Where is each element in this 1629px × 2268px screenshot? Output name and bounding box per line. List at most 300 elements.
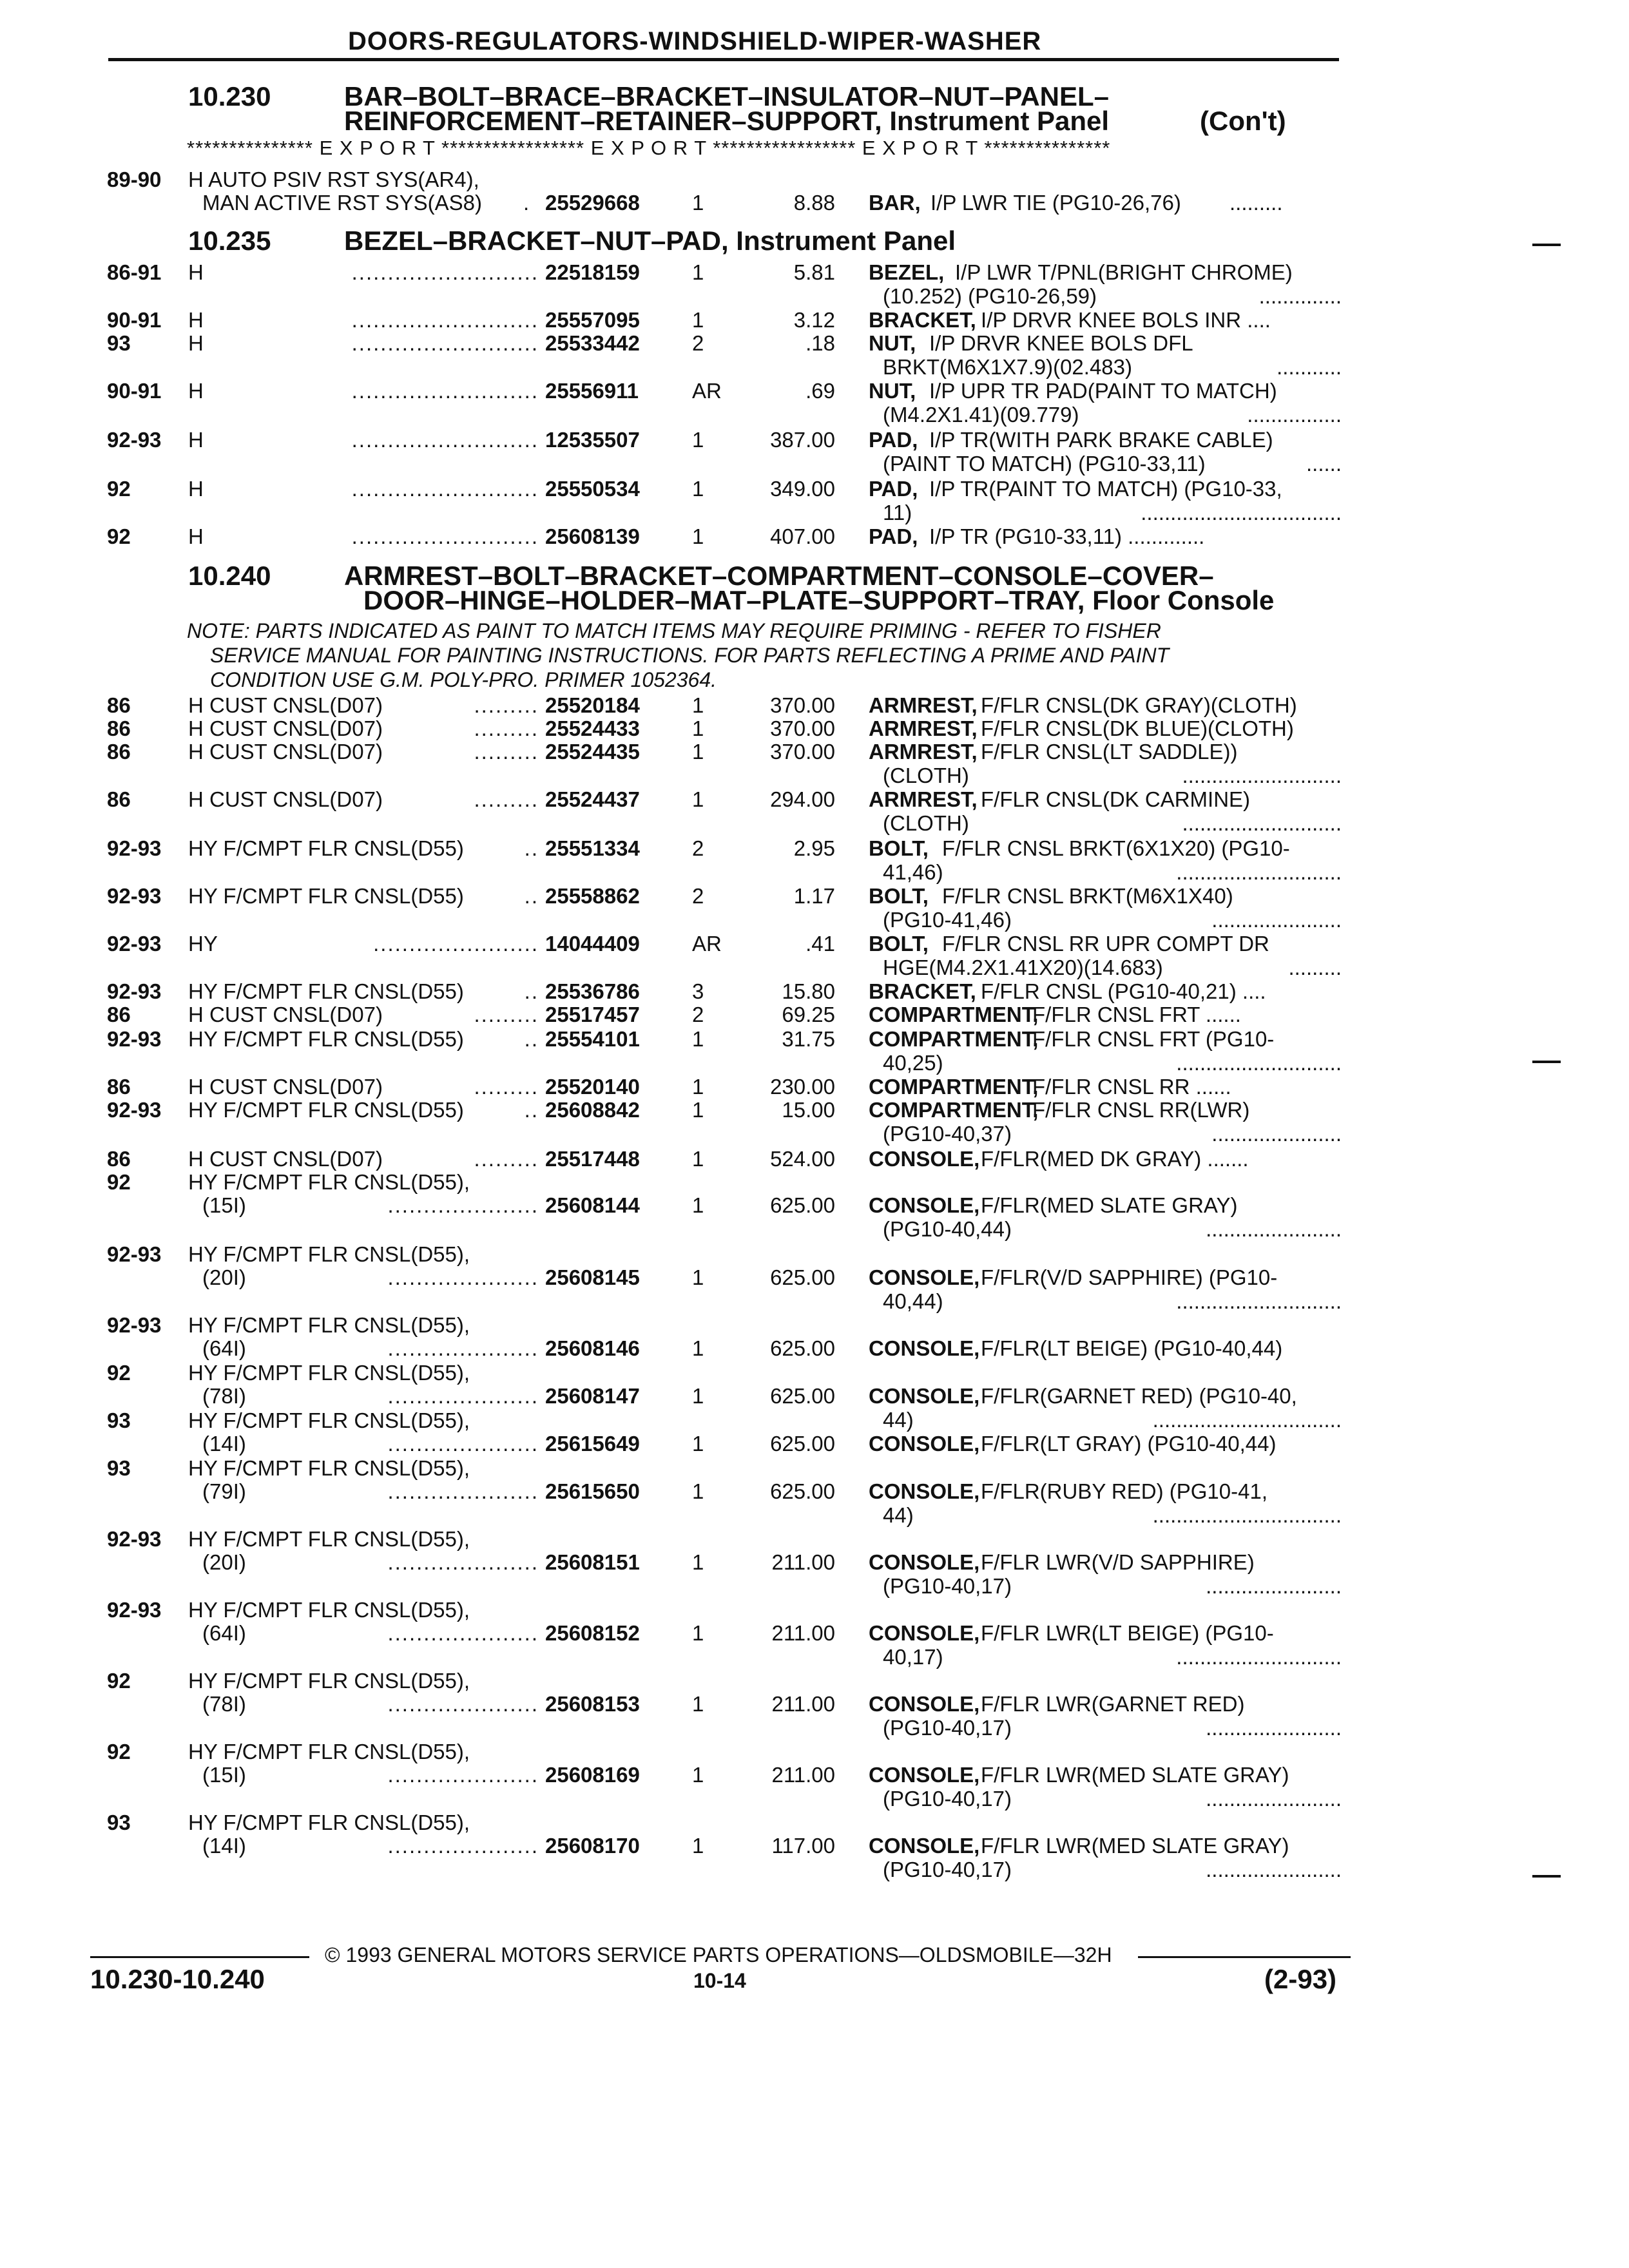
condition: HY F/CMPT FLR CNSL(D55)	[188, 884, 464, 908]
part-number: 25524435	[545, 740, 640, 764]
quantity: 1	[692, 1193, 704, 1217]
section-number: 10.230	[188, 81, 271, 111]
price: 69.25	[782, 1003, 835, 1026]
margin-mark	[1532, 244, 1561, 246]
part-number: 25608153	[545, 1692, 640, 1716]
price: 1.17	[793, 884, 835, 908]
part-description: 44)	[883, 1503, 914, 1527]
quantity: 1	[692, 1432, 704, 1456]
price: .69	[805, 379, 835, 403]
section-title-line1: ARMREST–BOLT–BRACKET–COMPARTMENT–CONSOLE–COVER–	[344, 561, 1214, 591]
part-description: I/P DRVR KNEE BOLS DFL	[929, 331, 1193, 355]
year-range: 86	[107, 693, 131, 717]
part-name: CONSOLE,	[869, 1763, 980, 1787]
year-range: 86	[107, 1075, 131, 1099]
price: 15.80	[782, 979, 835, 1003]
part-name: BOLT,	[869, 932, 929, 956]
condition: H CUST CNSL(D07)	[188, 1147, 383, 1171]
part-number: 25608146	[545, 1336, 640, 1360]
condition: H CUST CNSL(D07)	[188, 740, 383, 764]
leader-dots: ..........................	[351, 331, 539, 355]
part-description: F/FLR LWR(MED SLATE GRAY)	[981, 1763, 1289, 1787]
price: 349.00	[770, 477, 835, 501]
price: 31.75	[782, 1027, 835, 1051]
part-number: 25524437	[545, 787, 640, 811]
condition: H	[188, 524, 204, 548]
part-description: I/P UPR TR PAD(PAINT TO MATCH)	[929, 379, 1277, 403]
leader-dots: ..	[524, 1027, 539, 1051]
leader-dots: .........	[474, 787, 539, 811]
condition: H	[188, 379, 204, 403]
leader-dots: ..........................	[351, 308, 539, 332]
part-name: BOLT,	[869, 884, 929, 908]
leader-dots: .......................	[1206, 1716, 1342, 1740]
quantity: 1	[692, 477, 704, 501]
condition: (78I)	[202, 1384, 246, 1408]
price: 211.00	[771, 1692, 835, 1716]
part-number: 25557095	[545, 308, 640, 332]
note-line: SERVICE MANUAL FOR PAINTING INSTRUCTIONS. FOR PARTS REFLECTING A PRIME AND PAINT	[210, 644, 1170, 667]
condition: HY F/CMPT FLR CNSL(D55),	[188, 1669, 470, 1693]
part-name: NUT,	[869, 331, 916, 355]
year-range: 92-93	[107, 836, 162, 860]
price: 211.00	[771, 1621, 835, 1645]
year-range: 89-90	[107, 168, 162, 191]
condition: (64I)	[202, 1336, 246, 1360]
leader-dots: .......................	[1206, 1787, 1342, 1811]
leader-dots: .........	[474, 1003, 539, 1026]
price: .41	[805, 932, 835, 956]
part-description: F/FLR(MED SLATE GRAY)	[981, 1193, 1238, 1217]
leader-dots: ...........	[1277, 355, 1342, 379]
leader-dots: .......................	[1206, 1574, 1342, 1598]
condition: (20I)	[202, 1265, 246, 1289]
price: 370.00	[770, 693, 835, 717]
condition: HY F/CMPT FLR CNSL(D55)	[188, 1098, 464, 1122]
condition: HY F/CMPT FLR CNSL(D55),	[188, 1811, 470, 1834]
condition: HY F/CMPT FLR CNSL(D55),	[188, 1242, 470, 1266]
condition: H CUST CNSL(D07)	[188, 1003, 383, 1026]
part-description: (PG10-40,17)	[883, 1716, 1012, 1740]
condition: MAN ACTIVE RST SYS(AS8)	[202, 191, 482, 215]
condition: H	[188, 477, 204, 501]
quantity: 1	[692, 1550, 704, 1574]
price: 230.00	[770, 1075, 835, 1099]
part-name: ARMREST,	[869, 693, 978, 717]
leader-dots: .	[523, 191, 530, 215]
price: 625.00	[770, 1336, 835, 1360]
price: 117.00	[771, 1834, 835, 1858]
year-range: 86	[107, 1003, 131, 1026]
condition: (14I)	[202, 1834, 246, 1858]
part-name: CONSOLE,	[869, 1147, 980, 1171]
part-number: 25608170	[545, 1834, 640, 1858]
part-description: 40,44)	[883, 1289, 943, 1313]
quantity: 1	[692, 716, 704, 740]
part-name: CONSOLE,	[869, 1265, 980, 1289]
footer-rule-right	[1138, 1956, 1351, 1958]
part-name: CONSOLE,	[869, 1432, 980, 1456]
year-range: 92	[107, 1669, 131, 1693]
quantity: 1	[692, 1265, 704, 1289]
condition: HY F/CMPT FLR CNSL(D55),	[188, 1740, 470, 1763]
part-name: ARMREST,	[869, 740, 978, 764]
year-range: 86-91	[107, 260, 162, 284]
year-range: 92	[107, 1170, 131, 1194]
leader-dots: ..........................	[351, 260, 539, 284]
part-description: HGE(M4.2X1.41X20)(14.683)	[883, 956, 1163, 979]
price: 211.00	[771, 1550, 835, 1574]
quantity: 1	[692, 1336, 704, 1360]
part-number: 25536786	[545, 979, 640, 1003]
part-name: CONSOLE,	[869, 1692, 980, 1716]
price: 524.00	[770, 1147, 835, 1171]
leader-dots: .........	[474, 1075, 539, 1099]
part-number: 25556911	[545, 379, 639, 403]
condition: HY	[188, 932, 218, 956]
quantity: 1	[692, 1763, 704, 1787]
part-description: (CLOTH)	[883, 764, 969, 787]
part-description: (PAINT TO MATCH) (PG10-33,11)	[883, 452, 1206, 476]
condition: H AUTO PSIV RST SYS(AR4),	[188, 168, 479, 191]
part-description: 41,46)	[883, 860, 943, 884]
part-description: F/FLR(V/D SAPPHIRE) (PG10-	[981, 1265, 1278, 1289]
part-number: 25520140	[545, 1075, 640, 1099]
price: 8.88	[793, 191, 835, 215]
part-number: 25608152	[545, 1621, 640, 1645]
quantity: 1	[692, 1147, 704, 1171]
year-range: 86	[107, 740, 131, 764]
year-range: 93	[107, 1811, 131, 1834]
part-description: F/FLR LWR(V/D SAPPHIRE)	[981, 1550, 1255, 1574]
continued-label: (Con't)	[1200, 106, 1286, 136]
year-range: 92-93	[107, 884, 162, 908]
part-number: 25608144	[545, 1193, 640, 1217]
part-description: F/FLR LWR(GARNET RED)	[981, 1692, 1245, 1716]
condition: (64I)	[202, 1621, 246, 1645]
year-range: 92-93	[107, 932, 162, 956]
part-description: F/FLR(MED DK GRAY) .......	[981, 1147, 1249, 1171]
part-number: 25615649	[545, 1432, 640, 1456]
part-name: CONSOLE,	[869, 1479, 980, 1503]
part-description: F/FLR CNSL RR UPR COMPT DR	[942, 932, 1269, 956]
part-description: I/P DRVR KNEE BOLS INR ....	[981, 308, 1271, 332]
part-name: BOLT,	[869, 836, 929, 860]
part-number: 25608169	[545, 1763, 640, 1787]
leader-dots: .....................	[387, 1763, 539, 1787]
condition: H CUST CNSL(D07)	[188, 716, 383, 740]
part-description: F/FLR(LT GRAY) (PG10-40,44)	[981, 1432, 1277, 1456]
part-name: PAD,	[869, 428, 918, 452]
condition: HY F/CMPT FLR CNSL(D55),	[188, 1408, 470, 1432]
section-title: BEZEL–BRACKET–NUT–PAD, Instrument Panel	[344, 226, 956, 256]
year-range: 93	[107, 1408, 131, 1432]
condition: (14I)	[202, 1432, 246, 1456]
header-rule	[108, 58, 1339, 61]
year-range: 93	[107, 1456, 131, 1480]
part-number: 22518159	[545, 260, 640, 284]
part-number: 25608151	[545, 1550, 640, 1574]
leader-dots: .....................	[387, 1479, 539, 1503]
leader-dots: .........	[1288, 956, 1342, 979]
part-name: CONSOLE,	[869, 1621, 980, 1645]
leader-dots: .....................	[387, 1384, 539, 1408]
leader-dots: ..	[524, 979, 539, 1003]
part-name: BRACKET,	[869, 308, 976, 332]
leader-dots: ..........................	[351, 428, 539, 452]
section-range: 10.230-10.240	[90, 1964, 265, 1994]
leader-dots: ..	[524, 836, 539, 860]
export-banner: *************** E X P O R T ***************** E X P O R T ***************** E X P O R T ***************	[187, 137, 1111, 159]
leader-dots: .......................	[373, 932, 539, 956]
quantity: 2	[692, 884, 704, 908]
quantity: 2	[692, 331, 704, 355]
year-range: 86	[107, 716, 131, 740]
section-title-line2: DOOR–HINGE–HOLDER–MAT–PLATE–SUPPORT–TRAY, Floor Console	[363, 585, 1275, 615]
condition: H	[188, 428, 204, 452]
leader-dots: ......	[1306, 452, 1342, 476]
quantity: 1	[692, 1027, 704, 1051]
page-header-title: DOORS-REGULATORS-WINDSHIELD-WIPER-WASHER	[348, 27, 1042, 55]
condition: HY F/CMPT FLR CNSL(D55),	[188, 1527, 470, 1551]
year-range: 92	[107, 1740, 131, 1763]
quantity: 1	[692, 1479, 704, 1503]
part-number: 25608145	[545, 1265, 640, 1289]
part-number: 25524433	[545, 716, 640, 740]
part-name: ARMREST,	[869, 787, 978, 811]
leader-dots: ................	[1247, 403, 1342, 427]
leader-dots: .....................	[387, 1834, 539, 1858]
part-number: 25608139	[545, 524, 640, 548]
part-description: 11)	[883, 501, 912, 524]
year-range: 86	[107, 787, 131, 811]
part-description: F/FLR CNSL(DK BLUE)(CLOTH)	[981, 716, 1294, 740]
part-description: 44)	[883, 1408, 914, 1432]
part-number: 25520184	[545, 693, 640, 717]
year-range: 92-93	[107, 1313, 162, 1337]
part-number: 12535507	[545, 428, 640, 452]
condition: HY F/CMPT FLR CNSL(D55)	[188, 979, 464, 1003]
part-description: F/FLR(RUBY RED) (PG10-41,	[981, 1479, 1268, 1503]
condition: (79I)	[202, 1479, 246, 1503]
page-number: 10-14	[693, 1969, 746, 1992]
year-range: 86	[107, 1147, 131, 1171]
part-number: 25551334	[545, 836, 640, 860]
quantity: 1	[692, 1834, 704, 1858]
condition: HY F/CMPT FLR CNSL(D55),	[188, 1313, 470, 1337]
part-number: 25558862	[545, 884, 640, 908]
leader-dots: .........	[1229, 191, 1283, 215]
part-description: F/FLR LWR(LT BEIGE) (PG10-	[981, 1621, 1274, 1645]
part-description: (PG10-40,44)	[883, 1217, 1012, 1241]
part-number: 25554101	[545, 1027, 640, 1051]
part-description: F/FLR CNSL BRKT(M6X1X40)	[942, 884, 1233, 908]
part-description: (PG10-40,17)	[883, 1858, 1012, 1881]
part-description: (PG10-40,17)	[883, 1787, 1012, 1811]
part-description: F/FLR LWR(MED SLATE GRAY)	[981, 1834, 1289, 1858]
price: 2.95	[793, 836, 835, 860]
leader-dots: .........	[474, 1147, 539, 1171]
part-description: I/P TR(WITH PARK BRAKE CABLE)	[929, 428, 1273, 452]
part-name: COMPARTMENT,	[869, 1075, 1039, 1099]
quantity: 1	[692, 191, 704, 215]
quantity: 1	[692, 428, 704, 452]
part-description: F/FLR CNSL FRT ......	[1032, 1003, 1241, 1026]
part-name: ARMREST,	[869, 716, 978, 740]
part-name: BRACKET,	[869, 979, 976, 1003]
leader-dots: .....................	[387, 1550, 539, 1574]
leader-dots: .........	[474, 693, 539, 717]
part-description: (PG10-41,46)	[883, 908, 1012, 932]
quantity: 3	[692, 979, 704, 1003]
part-description: 40,25)	[883, 1051, 943, 1075]
quantity: 1	[692, 1692, 704, 1716]
year-range: 92-93	[107, 1527, 162, 1551]
part-number: 25608842	[545, 1098, 640, 1122]
part-name: CONSOLE,	[869, 1550, 980, 1574]
year-range: 92-93	[107, 1242, 162, 1266]
part-number: 25550534	[545, 477, 640, 501]
part-description: (PG10-40,37)	[883, 1122, 1012, 1146]
leader-dots: ............................	[1176, 860, 1342, 884]
year-range: 93	[107, 331, 131, 355]
leader-dots: ..........................	[351, 524, 539, 548]
margin-mark	[1532, 1875, 1561, 1878]
price: 625.00	[770, 1265, 835, 1289]
price: 3.12	[793, 308, 835, 332]
part-name: CONSOLE,	[869, 1834, 980, 1858]
leader-dots: ...........................	[1182, 764, 1342, 787]
quantity: 1	[692, 260, 704, 284]
quantity: 1	[692, 1098, 704, 1122]
year-range: 92-93	[107, 1027, 162, 1051]
part-name: PAD,	[869, 477, 918, 501]
year-range: 92	[107, 524, 131, 548]
section-number: 10.235	[188, 226, 271, 256]
part-description: F/FLR CNSL(DK CARMINE)	[981, 787, 1251, 811]
part-description: I/P TR(PAINT TO MATCH) (PG10-33,	[929, 477, 1282, 501]
leader-dots: .......................	[1206, 1217, 1342, 1241]
year-range: 90-91	[107, 379, 162, 403]
price: 5.81	[793, 260, 835, 284]
part-description: (PG10-40,17)	[883, 1574, 1012, 1598]
price: 407.00	[770, 524, 835, 548]
price: 370.00	[770, 716, 835, 740]
leader-dots: .....................	[387, 1265, 539, 1289]
leader-dots: .........	[474, 716, 539, 740]
price: .18	[805, 331, 835, 355]
condition: HY F/CMPT FLR CNSL(D55)	[188, 1027, 464, 1051]
leader-dots: .....................	[387, 1432, 539, 1456]
part-description: I/P LWR T/PNL(BRIGHT CHROME)	[955, 260, 1293, 284]
part-number: 25615650	[545, 1479, 640, 1503]
price: 211.00	[771, 1763, 835, 1787]
part-description: I/P LWR TIE (PG10-26,76)	[930, 191, 1181, 215]
part-name: PAD,	[869, 524, 918, 548]
condition: (15I)	[202, 1763, 246, 1787]
leader-dots: .....................	[387, 1336, 539, 1360]
part-name: NUT,	[869, 379, 916, 403]
leader-dots: ................................	[1152, 1408, 1342, 1432]
year-range: 90-91	[107, 308, 162, 332]
part-number: 25608147	[545, 1384, 640, 1408]
condition: H	[188, 308, 204, 332]
copyright: © 1993 GENERAL MOTORS SERVICE PARTS OPERATIONS—OLDSMOBILE—32H	[325, 1943, 1112, 1966]
leader-dots: ..........................	[351, 477, 539, 501]
part-description: (M4.2X1.41)(09.779)	[883, 403, 1079, 427]
leader-dots: ...........................	[1182, 811, 1342, 835]
quantity: 1	[692, 524, 704, 548]
price: 625.00	[770, 1193, 835, 1217]
part-name: COMPARTMENT,	[869, 1003, 1039, 1026]
condition: HY F/CMPT FLR CNSL(D55)	[188, 836, 464, 860]
leader-dots: ................................	[1152, 1503, 1342, 1527]
leader-dots: ............................	[1176, 1289, 1342, 1313]
quantity: 1	[692, 787, 704, 811]
part-description: F/FLR CNSL BRKT(6X1X20) (PG10-	[942, 836, 1290, 860]
condition: H CUST CNSL(D07)	[188, 1075, 383, 1099]
condition: (20I)	[202, 1550, 246, 1574]
part-name: CONSOLE,	[869, 1384, 980, 1408]
leader-dots: ......................	[1211, 908, 1342, 932]
leader-dots: .........	[474, 740, 539, 764]
part-description: F/FLR CNSL RR ......	[1032, 1075, 1231, 1099]
section-title-line1: BAR–BOLT–BRACE–BRACKET–INSULATOR–NUT–PANEL–	[344, 81, 1110, 111]
quantity: 1	[692, 1075, 704, 1099]
leader-dots: .......................	[1206, 1858, 1342, 1881]
leader-dots: .....................	[387, 1621, 539, 1645]
leader-dots: .....................	[387, 1692, 539, 1716]
year-range: 92-93	[107, 1598, 162, 1622]
price: 625.00	[770, 1384, 835, 1408]
part-number: 25529668	[545, 191, 640, 215]
quantity: 1	[692, 693, 704, 717]
section-number: 10.240	[188, 561, 271, 591]
part-number: 25533442	[545, 331, 640, 355]
leader-dots: .....................	[387, 1193, 539, 1217]
condition: HY F/CMPT FLR CNSL(D55),	[188, 1170, 470, 1194]
condition: (78I)	[202, 1692, 246, 1716]
part-description: F/FLR(GARNET RED) (PG10-40,	[981, 1384, 1297, 1408]
leader-dots: ............................	[1176, 1051, 1342, 1075]
quantity: 1	[692, 1621, 704, 1645]
condition: HY F/CMPT FLR CNSL(D55),	[188, 1361, 470, 1385]
part-description: F/FLR CNSL(LT SADDLE))	[981, 740, 1238, 764]
revision-date: (2-93)	[1264, 1964, 1337, 1994]
condition: H CUST CNSL(D07)	[188, 693, 383, 717]
quantity: 1	[692, 1384, 704, 1408]
condition: H CUST CNSL(D07)	[188, 787, 383, 811]
part-description: 40,17)	[883, 1645, 943, 1669]
note-line: CONDITION USE G.M. POLY-PRO. PRIMER 1052364.	[210, 668, 717, 691]
part-name: BAR,	[869, 191, 921, 215]
part-description: F/FLR CNSL RR(LWR)	[1032, 1098, 1250, 1122]
note-line: NOTE: PARTS INDICATED AS PAINT TO MATCH ITEMS MAY REQUIRE PRIMING - REFER TO FISHER	[187, 619, 1161, 642]
quantity: AR	[692, 379, 722, 403]
leader-dots: ..............	[1258, 284, 1342, 308]
part-name: CONSOLE,	[869, 1193, 980, 1217]
condition: H	[188, 260, 204, 284]
part-description: F/FLR CNSL(DK GRAY)(CLOTH)	[981, 693, 1297, 717]
leader-dots: ..	[524, 884, 539, 908]
margin-mark	[1532, 1061, 1561, 1063]
price: 625.00	[770, 1432, 835, 1456]
leader-dots: ............................	[1176, 1645, 1342, 1669]
part-number: 14044409	[545, 932, 640, 956]
part-name: CONSOLE,	[869, 1336, 980, 1360]
condition: (15I)	[202, 1193, 246, 1217]
condition: H	[188, 331, 204, 355]
